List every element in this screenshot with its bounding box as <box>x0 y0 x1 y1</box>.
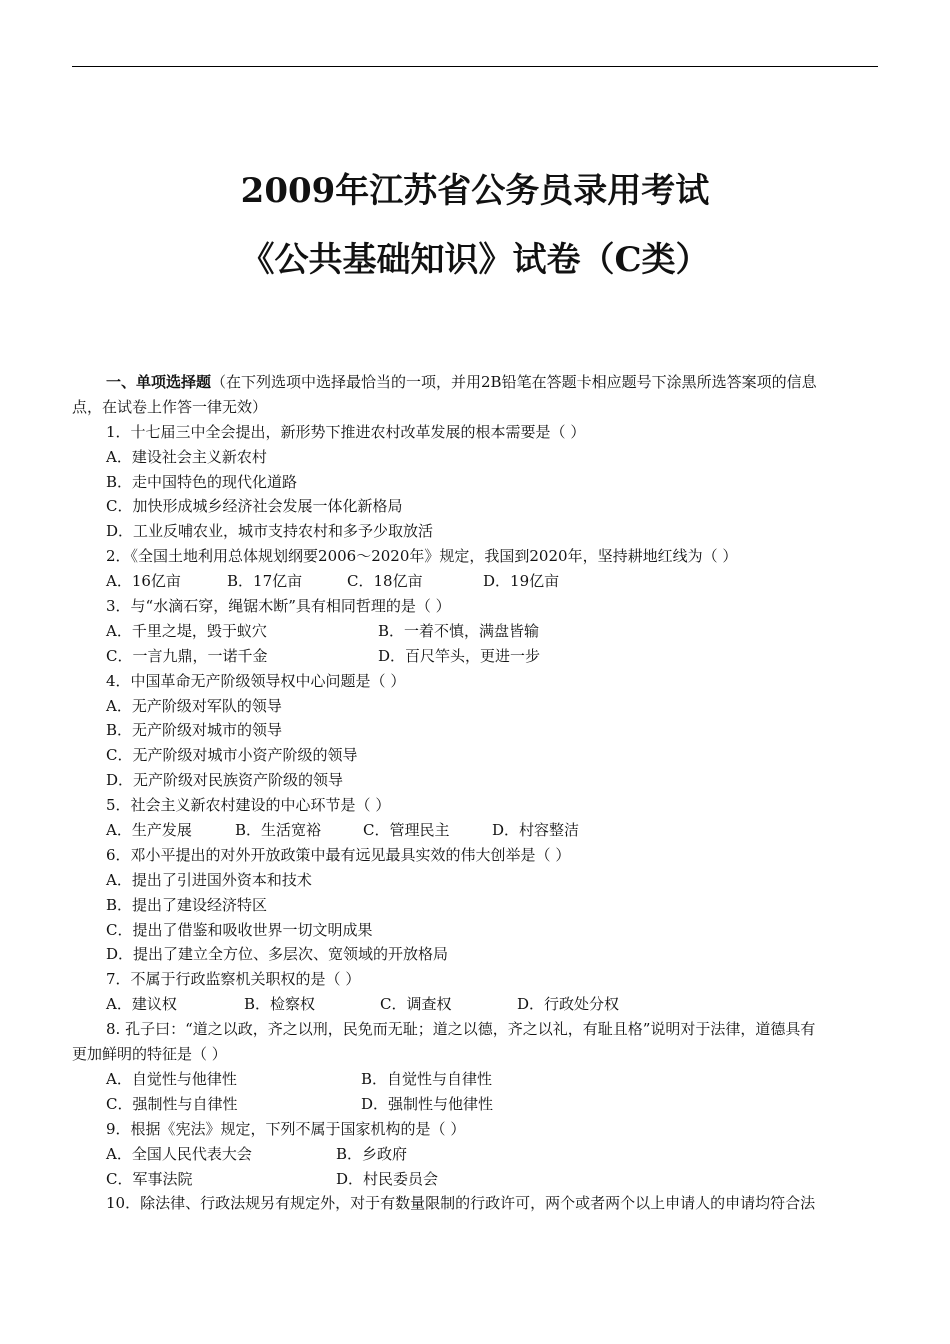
question-4-option-c: C．无产阶级对城市小资产阶级的领导 <box>106 746 358 765</box>
question-7-option-a: A．建议权 <box>106 995 177 1014</box>
question-8-option-d: D．强制性与他律性 <box>361 1094 494 1113</box>
question-4-option-b: B．无产阶级对城市的领导 <box>106 721 283 740</box>
question-6-option-a: A．提出了引进国外资本和技术 <box>106 870 312 889</box>
question-1-option-b: B．走中国特色的现代化道路 <box>106 472 298 491</box>
question-3-options-cd <box>72 644 878 669</box>
question-7-option-d: D．行政处分权 <box>517 995 620 1014</box>
question-9-stem: 9．根据《宪法》规定，下列不属于国家机构的是（ ） <box>106 1119 466 1138</box>
question-9-options-ab <box>72 1142 878 1167</box>
question-8-options-ab <box>72 1067 878 1092</box>
question-6-stem: 6．邓小平提出的对外开放政策中最有远见最具实效的伟大创举是（ ） <box>106 845 571 864</box>
question-2-stem: 2．《全国土地利用总体规划纲要2006～2020年》规定，我国到2020年，坚持耕地红线为（ ） <box>106 547 738 566</box>
question-8-stem-cont: 更加鲜明的特征是（ ） <box>72 1045 227 1064</box>
question-5-option-d: D．村容整洁 <box>492 821 580 840</box>
question-8-option-a: A．自觉性与他律性 <box>106 1069 237 1088</box>
question-6-option-c: C．提出了借鉴和吸收世界一切文明成果 <box>106 920 373 939</box>
section-heading: 一、单项选择题 <box>106 373 212 391</box>
question-9-option-d: D．村民委员会 <box>336 1169 439 1188</box>
section-heading-line <box>72 370 878 395</box>
question-3-stem: 3．与“水滴石穿，绳锯木断”具有相同哲理的是（ ） <box>106 597 451 616</box>
question-2-option-a: A．16亿亩 <box>106 572 181 591</box>
question-5-options <box>72 818 878 843</box>
question-3-option-d: D．百尺竿头，更进一步 <box>378 646 541 665</box>
question-5-option-c: C．管理民主 <box>363 821 450 840</box>
question-9-option-b: B．乡政府 <box>336 1144 408 1163</box>
exam-body <box>72 370 878 1216</box>
question-7-option-b: B．检察权 <box>244 995 316 1014</box>
question-7-option-c: C．调查权 <box>380 995 452 1014</box>
question-3-options-ab <box>72 619 878 644</box>
question-7-stem: 7．不属于行政监察机关职权的是（ ） <box>106 970 361 989</box>
question-1-option-a: A．建设社会主义新农村 <box>106 447 267 466</box>
question-2-options <box>72 569 878 594</box>
question-3-option-a: A．千里之堤，毁于蚁穴 <box>106 621 267 640</box>
question-7-options <box>72 992 878 1017</box>
question-1-option-c: C．加快形成城乡经济社会发展一体化新格局 <box>106 497 403 516</box>
question-4-option-a: A．无产阶级对军队的领导 <box>106 696 282 715</box>
section-note: （在下列选项中选择最恰当的一项，并用2B铅笔在答题卡相应题号下涂黑所选答案项的信息 <box>211 373 817 391</box>
question-5-option-b: B．生活宽裕 <box>235 821 322 840</box>
question-2-option-c: C．18亿亩 <box>347 572 423 591</box>
page-title-line1: 2009年江苏省公务员录用考试 <box>240 171 710 211</box>
question-3-option-c: C．一言九鼎，一诺千金 <box>106 646 268 665</box>
question-2-option-b: B．17亿亩 <box>227 572 303 591</box>
question-4-stem: 4．中国革命无产阶级领导权中心问题是（ ） <box>106 671 406 690</box>
question-2-option-d: D．19亿亩 <box>483 572 560 591</box>
question-10-stem: 10．除法律、行政法规另有规定外，对于有数量限制的行政许可，两个或者两个以上申请人的申请均符合法 <box>106 1194 816 1213</box>
question-8-stem: 8. 孔子曰：“道之以政，齐之以刑，民免而无耻；道之以德，齐之以礼，有耻且格”说明对于法律，道德具有 <box>106 1020 816 1039</box>
question-4-option-d: D．无产阶级对民族资产阶级的领导 <box>106 771 344 790</box>
question-9-option-c: C．军事法院 <box>106 1169 193 1188</box>
question-6-option-b: B．提出了建设经济特区 <box>106 895 268 914</box>
question-8-option-c: C．强制性与自律性 <box>106 1094 238 1113</box>
section-note-cont: 点，在试卷上作答一律无效） <box>72 397 268 416</box>
page-title-line2: 《公共基础知识》试卷（C类） <box>240 240 710 280</box>
question-5-option-a: A．生产发展 <box>106 821 192 840</box>
question-9-option-a: A．全国人民代表大会 <box>106 1144 252 1163</box>
question-1-option-d: D．工业反哺农业，城市支持农村和多予少取放活 <box>106 522 434 541</box>
question-6-option-d: D．提出了建立全方位、多层次、宽领域的开放格局 <box>106 945 449 964</box>
question-5-stem: 5．社会主义新农村建设的中心环节是（ ） <box>106 796 391 815</box>
question-8-option-b: B．自觉性与自律性 <box>361 1069 493 1088</box>
question-3-option-b: B．一着不慎，满盘皆输 <box>378 621 540 640</box>
question-1-stem: 1．十七届三中全会提出，新形势下推进农村改革发展的根本需要是（ ） <box>106 422 586 441</box>
question-8-options-cd <box>72 1092 878 1117</box>
header-rule <box>72 66 878 67</box>
question-9-options-cd <box>72 1167 878 1192</box>
